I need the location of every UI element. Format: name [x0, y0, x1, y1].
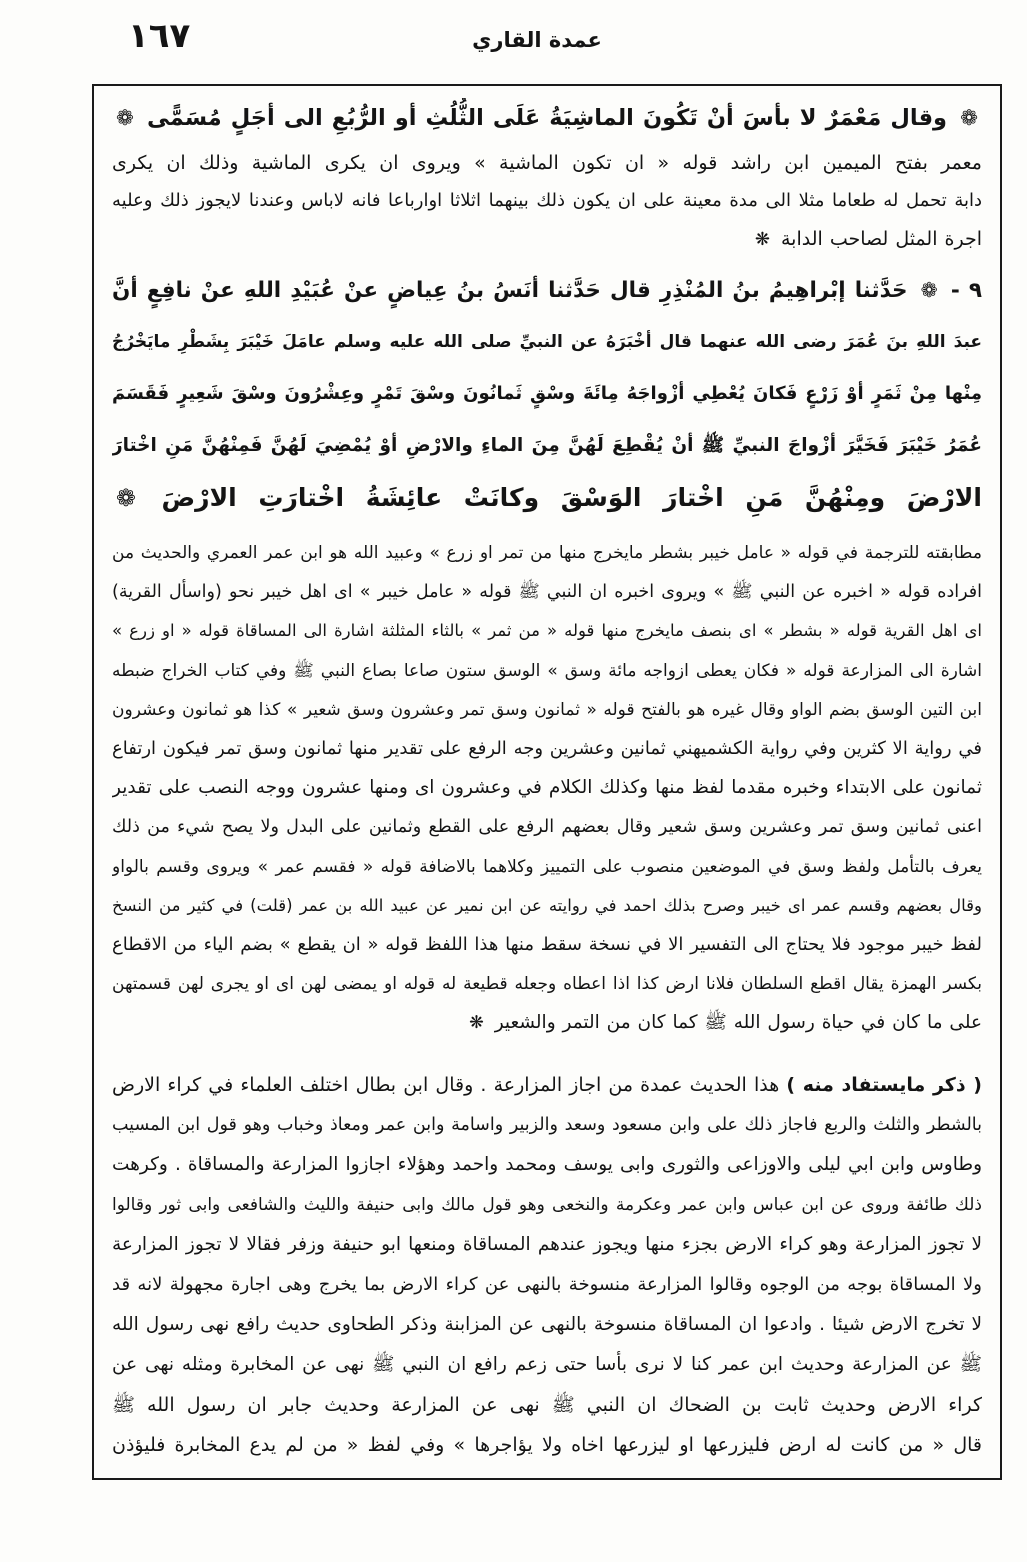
chapter-commentary-text: اجرة المثل لصاحب الدابة [780, 228, 982, 250]
hadith-line: مِنْها مِنْ ثَمَرٍ أوْ زَرْعٍ فَكانَ يُعْطِي أزْواجَهُ مِائَةَ وسْقٍ ثَمانُونَ وسْقَ تَمْرٍ وعِشْرُونَ وسْقَ شَعِيرٍ فَقَسَمَ [112, 383, 982, 404]
commentary-line: بكسر الهمزة يقال اقطع السلطان فلانا ارض كذا اذا اعطاه وجعله قطيعة له قوله او يمضى لهن اى او يجرى لهن قسمتهن [112, 974, 982, 994]
hadith-line [112, 265, 982, 315]
commentary-line: ثمانون على الابتداء وخبره مقدما لفظ منها وكذلك الكلام في وعشرون اى ومنها عشرون ووجه النصب على تقدير [112, 777, 982, 798]
benefits-line: قال « من كانت له ارض فليزرعها او ليزرعها اخاه ولا يؤاجرها » وفي لفظ « من لم يدع المخابرة فليؤذن [112, 1434, 982, 1456]
chapter-commentary-line [112, 220, 982, 258]
commentary-line: ابن التين الوسق بضم الواو وقال غيره هو بالفتح قوله « ثمانون وسق تمر وعشرون وسق شعير » كذا هو ثمانون وعشرون [112, 700, 982, 720]
commentary-line: اى اهل القرية قوله « بشطر » اى بنصف مايخرج منها قوله « من ثمر » بالثاء المثلثة اشارة الى المساقاة قوله « او زرع » [112, 621, 982, 640]
benefits-line: وطاوس وابن ابي ليلى والاوزاعى والثورى وابى يوسف ومحمد واحمد وهؤلاء اجازوا المزارعة والمساقاة . وكرهت [112, 1154, 982, 1175]
hadith-line: عبدَ اللهِ بنَ عُمَرَ رضى الله عنهما قال أخْبَرَهُ عن النبيِّ صلى الله عليه وسلم عامَلَ خَيْبَرَ بِشَطْرِ مايَخْرُجُ [112, 332, 982, 352]
commentary-line: اعنى ثمانين وسق تمر وعشرين وسق شعير وقال بعضهم الرفع على القطع وثمانين على البدل ولا يصح شيء من ذلك [112, 817, 982, 837]
chapter-commentary-line: معمر بفتح الميمين ابن راشد قوله « ان تكون الماشية » ويروى ان يكرى الماشية وذلك ان يكرى [112, 152, 982, 174]
end-mark-icon: ❋ [469, 1013, 484, 1033]
hadith-line: عُمَرُ خَيْبَرَ فَخَيَّرَ أزْواجَ النبيِّ ﷺ أنْ يُقْطِعَ لَهُنَّ مِنَ الماءِ والارْضِ أوْ يُمْضِيَ لَهُنَّ فَمِنْهُنَّ مَنِ اخْتارَ [112, 435, 982, 456]
hadith-line-text: الارْضَ ومِنْهُنَّ مَنِ اخْتارَ الوَسْقَ وكانَتْ عائِشَةُ اخْتارَتِ الارْضَ [161, 483, 982, 512]
benefits-line: ذلك طائفة وروى عن ابن عباس وابن عمر وعكرمة والنخعى وهو قول مالك وابى حنيفة والليث والشافعى وابى ثور وقالوا [112, 1195, 982, 1215]
chapter-heading-text: وقال مَعْمَرٌ لا بأسَ أنْ تَكُونَ الماشِيَةُ عَلَى الثُّلُثِ أو الرُّبُعِ الى أجَلٍ مُسَمًّى [146, 105, 948, 131]
benefits-line: كراء الارض وحديث ثابت بن الضحاك ان النبي ﷺ نهى عن المزارعة وحديث جابر ان رسول الله ﷺ [112, 1394, 982, 1416]
flower-ornament-icon: ❁ [960, 106, 978, 131]
commentary-line: لفظ خيبر موجود فلا يحتاج الى التفسير الا في نسخة سقط منها هذا اللفظ قوله « ان يقطع » بضم الياء من الاقطاع [112, 934, 982, 955]
commentary-line: اشارة الى المزارعة قوله « فكان يعطى ازواجه مائة وسق » الوسق ستون صاعا بصاع النبي ﷺ وفي كتاب الخراج ضبطه [112, 661, 982, 681]
commentary-line: يعرف بالتأمل ولفظ وسق في الموضعين منصوب على التمييز وكلاهما بالاضافة قوله « فقسم عمر » ويروى وقسم بالواو [112, 857, 982, 877]
commentary-line-text: على ما كان في حياة رسول الله ﷺ كما كان من التمر والشعير [494, 1012, 982, 1033]
benefits-heading: ( ذكر مايستفاد منه ) [786, 1074, 982, 1096]
hadith-line [112, 473, 982, 523]
benefits-line: بالشطر والثلث والربع فاجاز ذلك على وابن مسعود وسعد والزبير واسامة وابن عمر ومعاذ وخباب وهو قول ابن المسيب [112, 1115, 982, 1135]
benefits-line: لا تجوز المزارعة وهو كراء الارض بجزء منها ويجوز عندهم المساقاة ومنعها ابو حنيفة وزفر فقالا لا تجوز المزارعة [112, 1234, 982, 1255]
benefits-line: لا تخرج الارض شيئا . وادعوا ان المساقاة منسوخة بالنهى عن المزابنة وذكر الطحاوى حديث رافع نهى رسول الله [112, 1314, 982, 1335]
chapter-heading [112, 98, 982, 138]
flower-ornament-icon: ❁ [116, 484, 136, 512]
flower-ornament-icon: ❁ [920, 278, 938, 302]
chapter-commentary-line: دابة تحمل له طعاما مثلا الى مدة معينة على ان يكون ذلك بينهما اثلاثا اوارباعا فانه لاباس وعندنا لايجوز ذلك وعليه [112, 190, 982, 211]
end-mark-icon: ❋ [754, 229, 770, 250]
commentary-line: مطابقته للترجمة في قوله « عامل خيبر بشطر مايخرج منها من تمر او زرع » وعبيد الله هو ابن عمر العمري والحديث من [112, 543, 982, 563]
page-number: ١٦٧ [128, 16, 191, 56]
commentary-line [112, 1004, 982, 1042]
commentary-line: في رواية الا كثرين وفي رواية الكشميهني ثمانين وعشرين وجه الرفع على تقدير منها ثمانون وسق تمر فيكون ارتفاع [112, 738, 982, 759]
hadith-line-text: حَدَّثنا إبْراهِيمُ بنُ المُنْذِرِ قال حَدَّثنا أنَسُ بنُ عِياضٍ عنْ عُبَيْدِ اللهِ عنْ نافِعٍ أنَّ [112, 278, 908, 303]
flower-ornament-icon: ❁ [116, 106, 134, 131]
benefits-line [112, 1066, 982, 1104]
running-title: عمدة القاري [472, 28, 602, 52]
hadith-number: ٩ - [950, 278, 982, 303]
text-frame [92, 84, 1002, 1480]
commentary-line: افراده قوله « اخبره عن النبي ﷺ » ويروى اخبره ان النبي ﷺ قوله « عامل خيبر » اى اهل خيبر نحو (واسأل القرية) [112, 582, 982, 602]
commentary-line: وقال بعضهم وقسم عمر اى خيبر وصرح بذلك احمد في روايته عن ابن نمير عن عبيد الله بن عمر (قلت) في كثير من النسخ [112, 896, 982, 915]
benefits-line: ﷺ عن المزارعة وحديث ابن عمر كنا لا نرى بأسا حتى زعم رافع ان النبي ﷺ نهى عن المخابرة ومثله نهى عن [112, 1354, 982, 1375]
benefits-line-text: هذا الحديث عمدة من اجاز المزارعة . وقال ابن بطال اختلف العلماء في كراء الارض [112, 1074, 780, 1096]
benefits-line: ولا المساقاة بوجه من الوجوه وقالوا المزارعة منسوخة بالنهى عن كراء الارض بما يخرج وهى اجارة مجهولة لانه قد [112, 1274, 982, 1295]
